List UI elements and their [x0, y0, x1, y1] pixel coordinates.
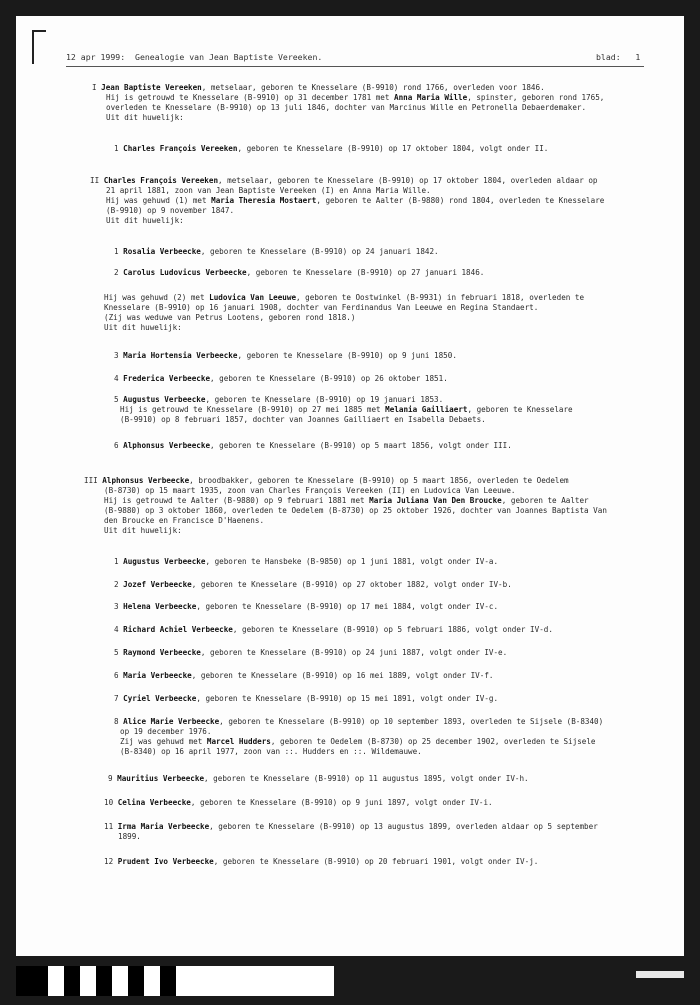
- person-name: Alphonsus Verbeecke: [102, 476, 190, 485]
- text-line: [114, 717, 603, 727]
- person-name: Frederica Verbeecke: [123, 374, 211, 383]
- text-line: [118, 832, 141, 842]
- calibration-block: [16, 966, 48, 996]
- text-line: [114, 602, 498, 612]
- text-segment: , spinster, geboren rond 1765,: [467, 93, 605, 102]
- text-line: [84, 476, 569, 486]
- person-name: Carolus Ludovicus Verbeecke: [123, 268, 247, 277]
- person-name: Helena Verbeecke: [123, 602, 197, 611]
- text-segment: (B-9910) op 8 februari 1857, dochter van Joannes Gailliaert en Isabella Debaets.: [120, 415, 486, 424]
- person-name: Charles François Vereeken: [123, 144, 238, 153]
- header-left: 12 apr 1999: Genealogie van Jean Baptiste Vereeken.: [66, 52, 323, 62]
- text-segment: , metselaar, geboren te Knesselare (B-9910) rond 1766, overleden voor 1846.: [201, 83, 545, 92]
- text-segment: 9: [108, 774, 118, 783]
- text-segment: 5: [114, 648, 124, 657]
- text-segment: Hij is getrouwd te Knesselare (B-9910) op 31 december 1781 met: [106, 93, 395, 102]
- text-segment: , geboren te Oedelem (B-8730) op 25 december 1902, overleden te Sijsele: [270, 737, 596, 746]
- person-name: Rosalia Verbeecke: [123, 247, 201, 256]
- text-line: [114, 648, 507, 658]
- text-segment: (B-9880) op 3 oktober 1860, overleden te Oedelem (B-8730) op 25 oktober 1926, dochter van Joannes Baptista Van: [104, 506, 607, 515]
- text-segment: 8: [114, 717, 124, 726]
- text-segment: , geboren te Knesselare (B-9910) op 10 september 1893, overleden te Sijsele (B-8340): [219, 717, 604, 726]
- text-segment: 3: [114, 602, 124, 611]
- text-line: [104, 496, 589, 506]
- text-line: [114, 694, 498, 704]
- text-segment: 11: [104, 822, 118, 831]
- text-segment: III: [84, 476, 103, 485]
- person-name: Maria Hortensia Verbeecke: [123, 351, 238, 360]
- header-page-number: blad: 1: [596, 52, 641, 62]
- person-name: Raymond Verbeecke: [123, 648, 201, 657]
- text-segment: , geboren te Knesselare (B-9910) op 11 augustus 1895, volgt onder IV-h.: [204, 774, 529, 783]
- person-name: Mauritius Verbeecke: [117, 774, 205, 783]
- text-line: [104, 506, 607, 516]
- text-segment: Hij was gehuwd (2) met: [104, 293, 210, 302]
- text-segment: , geboren te Knesselare: [467, 405, 573, 414]
- text-segment: 3: [114, 351, 124, 360]
- text-segment: 6: [114, 671, 124, 680]
- text-segment: , geboren te Knesselare (B-9910) op 5 februari 1886, volgt onder IV-d.: [232, 625, 553, 634]
- text-line: [104, 323, 182, 333]
- text-segment: , geboren te Knesselare (B-9910) op 5 maart 1856, volgt onder III.: [210, 441, 512, 450]
- text-line: [120, 405, 573, 415]
- text-segment: Hij is getrouwd te Aalter (B-9880) op 9 februari 1881 met: [104, 496, 370, 505]
- person-name: Maria Theresia Mostaert: [211, 196, 317, 205]
- person-name: Marcel Hudders: [206, 737, 271, 746]
- text-segment: Knesselare (B-9910) op 16 januari 1908, dochter van Ferdinandus Van Leeuwe en Regina Standaert.: [104, 303, 539, 312]
- text-segment: I: [92, 83, 102, 92]
- person-name: Charles François Vereeken: [103, 176, 219, 185]
- text-segment: 2: [114, 268, 124, 277]
- text-line: [114, 268, 484, 278]
- text-line: [104, 857, 538, 867]
- text-line: [114, 395, 443, 405]
- text-line: [104, 516, 264, 526]
- text-line: [114, 557, 498, 567]
- person-name: Jean Baptiste Vereeken: [101, 83, 202, 92]
- text-segment: Uit dit huwelijk:: [106, 113, 184, 122]
- text-segment: , geboren te Knesselare (B-9910) op 15 mei 1891, volgt onder IV-g.: [196, 694, 499, 703]
- text-segment: Uit dit huwelijk:: [104, 323, 182, 332]
- person-name: Maria Verbeecke: [123, 671, 192, 680]
- text-segment: 7: [114, 694, 124, 703]
- text-segment: , geboren te Knesselare (B-9910) op 16 mei 1889, volgt onder IV-f.: [191, 671, 494, 680]
- archive-label: [636, 971, 684, 978]
- text-line: [106, 186, 431, 196]
- text-line: [104, 822, 598, 832]
- text-line: [114, 625, 553, 635]
- text-segment: 1: [114, 144, 124, 153]
- text-line: [114, 671, 493, 681]
- text-line: [120, 737, 596, 747]
- text-line: [104, 313, 355, 323]
- text-line: [114, 441, 512, 451]
- text-line: [108, 774, 529, 784]
- text-line: [120, 747, 422, 757]
- text-segment: 1: [114, 247, 124, 256]
- text-line: [106, 113, 184, 123]
- person-name: Jozef Verbeecke: [123, 580, 192, 589]
- text-segment: , geboren te Knesselare (B-9910) op 17 mei 1884, volgt onder IV-c.: [196, 602, 499, 611]
- text-segment: Hij is getrouwd te Knesselare (B-9910) op 27 mei 1885 met: [120, 405, 386, 414]
- text-line: [106, 206, 234, 216]
- text-line: [120, 415, 486, 425]
- text-segment: overleden te Knesselare (B-9910) op 13 juli 1846, dochter van Marcinus Wille en Petronella Debaerdemaker.: [106, 103, 587, 112]
- text-segment: , geboren te Knesselare (B-9910) op 13 augustus 1899, overleden aldaar op 5 september: [209, 822, 598, 831]
- header-rule: [66, 66, 644, 67]
- text-line: [104, 798, 493, 808]
- text-segment: 10: [104, 798, 118, 807]
- person-name: Ludovica Van Leeuwe: [209, 293, 297, 302]
- text-segment: den Broucke en Francisce D'Haenens.: [104, 516, 265, 525]
- text-segment: 6: [114, 441, 124, 450]
- text-line: [106, 103, 586, 113]
- person-name: Anna Maria Wille: [394, 93, 468, 102]
- person-name: Alphonsus Verbeecke: [123, 441, 211, 450]
- text-segment: , metselaar, geboren te Knesselare (B-9910) op 17 oktober 1804, overleden aldaar op: [218, 176, 598, 185]
- corner-mark: [32, 30, 46, 32]
- text-line: [104, 526, 182, 536]
- text-segment: Hij was gehuwd (1) met: [106, 196, 212, 205]
- calibration-block: [96, 966, 112, 996]
- text-segment: 1: [114, 557, 124, 566]
- text-segment: , geboren te Oostwinkel (B-9931) in februari 1818, overleden te: [296, 293, 585, 302]
- text-segment: 4: [114, 374, 124, 383]
- text-segment: , geboren te Knesselare (B-9910) op 26 oktober 1851.: [210, 374, 448, 383]
- text-segment: (Zij was weduwe van Petrus Lootens, geboren rond 1818.): [104, 313, 356, 322]
- text-segment: , geboren te Knesselare (B-9910) op 27 oktober 1882, volgt onder IV-b.: [191, 580, 512, 589]
- person-name: Richard Achiel Verbeecke: [123, 625, 233, 634]
- text-line: [114, 351, 457, 361]
- text-segment: , geboren te Knesselare (B-9910) op 9 juni 1897, volgt onder IV-i.: [190, 798, 493, 807]
- text-line: [114, 580, 512, 590]
- text-segment: 2: [114, 580, 124, 589]
- text-segment: II: [90, 176, 104, 185]
- text-segment: , geboren te Knesselare (B-9910) op 19 januari 1853.: [205, 395, 444, 404]
- text-line: [90, 176, 597, 186]
- person-name: Alice Marie Verbeecke: [123, 717, 220, 726]
- calibration-block: [64, 966, 80, 996]
- person-name: Melania Gailliaert: [385, 405, 468, 414]
- calibration-block: [160, 966, 176, 996]
- text-line: [106, 196, 604, 206]
- text-segment: Uit dit huwelijk:: [104, 526, 182, 535]
- text-segment: 1899.: [118, 832, 141, 841]
- person-name: Maria Juliana Van Den Broucke: [369, 496, 502, 505]
- text-line: [120, 727, 211, 737]
- text-segment: (B-8730) op 15 maart 1935, zoon van Charles François Vereeken (II) en Ludovica Van Leeuwe.: [104, 486, 516, 495]
- text-segment: , geboren te Aalter: [501, 496, 589, 505]
- text-segment: , broodbakker, geboren te Knesselare (B-9910) op 5 maart 1856, overleden te Oedelem: [189, 476, 569, 485]
- text-segment: 12: [104, 857, 118, 866]
- person-name: Irma Maria Verbeecke: [117, 822, 210, 831]
- text-segment: Uit dit huwelijk:: [106, 216, 184, 225]
- text-segment: , geboren te Knesselare (B-9910) op 20 februari 1901, volgt onder IV-j.: [213, 857, 539, 866]
- text-line: [114, 144, 548, 154]
- text-line: [114, 247, 439, 257]
- text-segment: Zij was gehuwd met: [120, 737, 207, 746]
- corner-mark: [32, 30, 34, 64]
- text-line: [106, 93, 604, 103]
- text-segment: , geboren te Knesselare (B-9910) op 9 juni 1850.: [237, 351, 457, 360]
- text-segment: 4: [114, 625, 124, 634]
- person-name: Augustus Verbeecke: [123, 395, 206, 404]
- text-segment: (B-8340) op 16 april 1977, zoon van ::. Hudders en ::. Wildemauwe.: [120, 747, 422, 756]
- text-line: [92, 83, 545, 93]
- text-line: [114, 374, 448, 384]
- text-segment: , geboren te Hansbeke (B-9850) op 1 juni 1881, volgt onder IV-a.: [205, 557, 499, 566]
- text-segment: , geboren te Knesselare (B-9910) op 24 juni 1887, volgt onder IV-e.: [200, 648, 508, 657]
- text-segment: , geboren te Knesselare (B-9910) op 24 januari 1842.: [200, 247, 439, 256]
- calibration-block: [128, 966, 144, 996]
- text-line: [104, 293, 584, 303]
- text-segment: , geboren te Aalter (B-9880) rond 1804, overleden te Knesselare: [316, 196, 605, 205]
- text-line: [106, 216, 184, 226]
- text-line: [104, 486, 515, 496]
- person-name: Cyriel Verbeecke: [123, 694, 197, 703]
- person-name: Prudent Ivo Verbeecke: [117, 857, 214, 866]
- person-name: Augustus Verbeecke: [123, 557, 206, 566]
- text-segment: op 19 december 1976.: [120, 727, 212, 736]
- text-segment: 21 april 1881, zoon van Jean Baptiste Vereeken (I) en Anna Maria Wille.: [106, 186, 431, 195]
- text-segment: , geboren te Knesselare (B-9910) op 27 januari 1846.: [246, 268, 485, 277]
- person-name: Celina Verbeecke: [117, 798, 191, 807]
- text-segment: (B-9910) op 9 november 1847.: [106, 206, 235, 215]
- text-segment: , geboren te Knesselare (B-9910) op 17 oktober 1804, volgt onder II.: [237, 144, 549, 153]
- text-line: [104, 303, 538, 313]
- text-segment: 5: [114, 395, 124, 404]
